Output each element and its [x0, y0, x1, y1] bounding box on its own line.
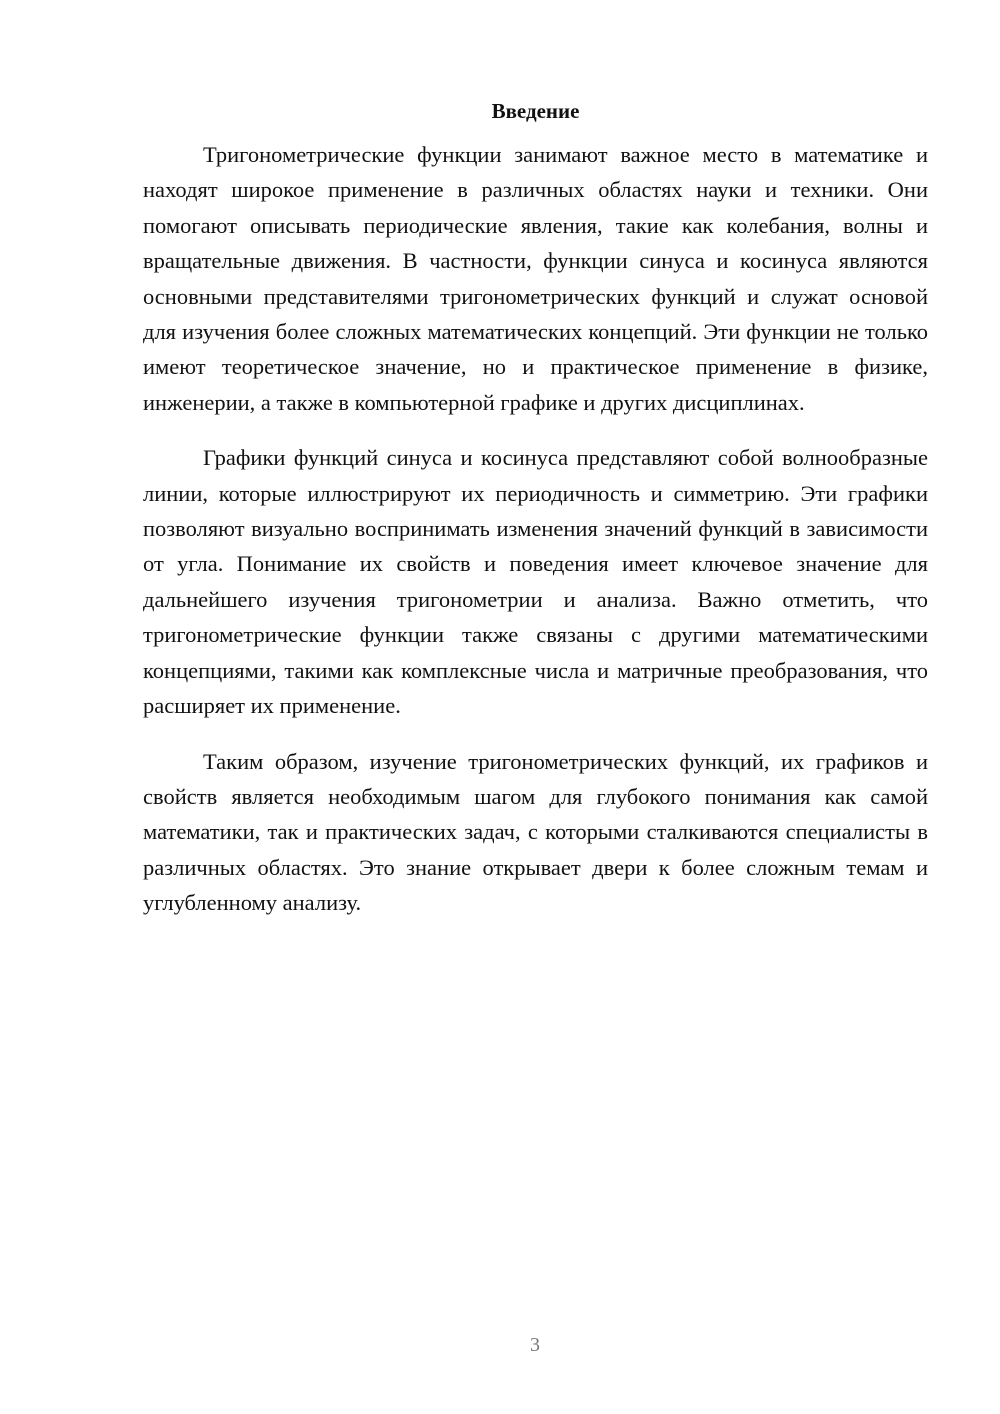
- page-number: 3: [530, 1334, 540, 1356]
- paragraph-2: Графики функций синуса и косинуса представляют собой волнообразные линии, которые иллюстрируют их периодичность и симметрию. Эти графики позволяют визуально воспринимать изменения значений функций в зависимости от угла. Понимание их свойств и поведения имеет ключевое значение для дальнейшего изучения тригонометрии и анализа. Важно отметить, что тригонометрические функции также связаны с другими математическими концепциями, такими как комплексные числа и матричные преобразования, что расширяет их применение.: [143, 445, 928, 719]
- paragraph-3: Таким образом, изучение тригонометрических функций, их графиков и свойств является необходимым шагом для глубокого понимания как самой математики, так и практических задач, с которыми сталкиваются специалисты в различных областях. Это знание открывает двери к более сложным темам и углубленному анализу.: [143, 748, 928, 916]
- paragraph-1: Тригонометрические функции занимают важное место в математике и находят широкое применение в различных областях науки и техники. Они помогают описывать периодические явления, такие как колебания, волны и вращательные движения. В частности, функции синуса и косинуса являются основными представителями тригонометрических функций и служат основой для изучения более сложных математических концепций. Эти функции не только имеют теоретическое значение, но и практическое применение в физике, инженерии, а также в компьютерной графике и других дисциплинах.: [143, 142, 928, 415]
- page-content: [143, 98, 928, 941]
- section-title: Введение: [491, 99, 580, 123]
